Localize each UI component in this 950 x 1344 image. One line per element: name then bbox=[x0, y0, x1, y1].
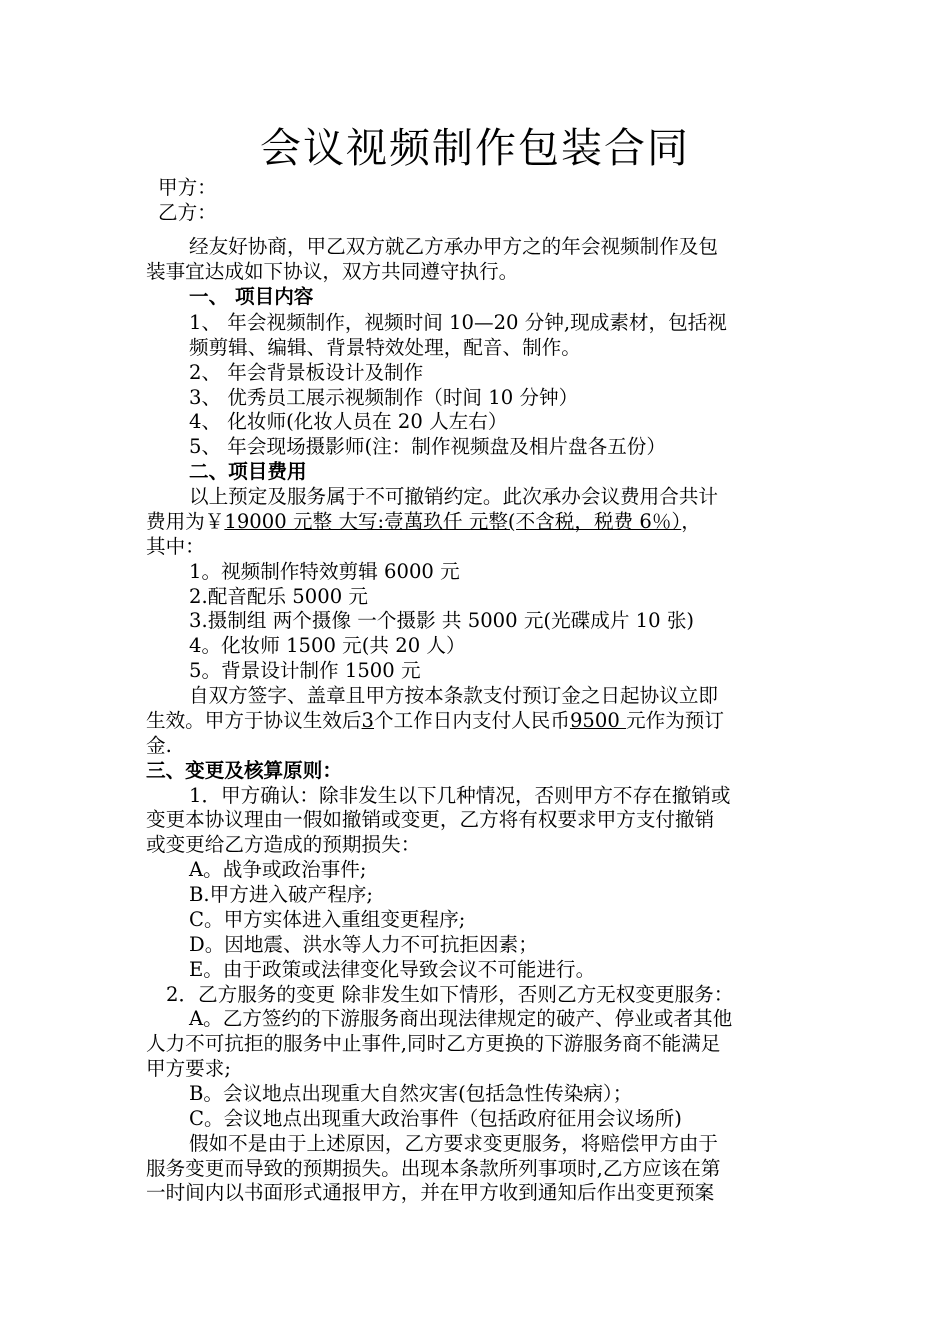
list-item: C。会议地点出现重大政治事件（包括政府征用会议场所) bbox=[189, 1107, 682, 1130]
fee-prefix: 费用为￥ bbox=[146, 510, 225, 533]
fee-item: 3.摄制组 两个摄像 一个摄影 共 5000 元(光碟成片 10 张) bbox=[189, 609, 695, 632]
fee-item: 1。视频制作特效剪辑 6000 元 bbox=[189, 560, 460, 583]
document-title: 会议视频制作包装合同 bbox=[260, 124, 690, 172]
intro-line: 经友好协商，甲乙双方就乙方承办甲方之的年会视频制作及包 bbox=[189, 235, 719, 258]
paragraph-line: 1．甲方确认：除非发生以下几种情况，否则甲方不存在撤销或 bbox=[189, 784, 731, 807]
project-item: 5、 年会现场摄影师(注：制作视频盘及相片盘各五份） bbox=[189, 435, 666, 458]
paragraph-line: 变更本协议理由一假如撤销或变更，乙方将有权要求甲方支付撤销 bbox=[146, 808, 715, 831]
party-b-label: 乙方： bbox=[158, 201, 217, 224]
effect-amount: 9500 bbox=[569, 709, 627, 732]
project-item: 2、 年会背景板设计及制作 bbox=[189, 361, 424, 384]
paragraph-line: 服务变更而导致的预期损失。出现本条款所列事项时,乙方应该在第 bbox=[146, 1157, 721, 1180]
list-item: E。由于政策或法律变化导致会议不可能进行。 bbox=[189, 958, 596, 981]
effect-days: 3 bbox=[361, 709, 374, 732]
paragraph-line: 2．乙方服务的变更 除非发生如下情形，否则乙方无权变更服务： bbox=[166, 983, 734, 1006]
project-item: 4、 化妆师(化妆人员在 20 人左右） bbox=[189, 410, 508, 433]
section-heading: 三、变更及核算原则： bbox=[146, 759, 342, 782]
list-item: B.甲方进入破产程序; bbox=[189, 883, 373, 906]
list-item: 人力不可抗拒的服务中止事件,同时乙方更换的下游服务商不能满足 bbox=[146, 1032, 721, 1055]
project-item: 3、 优秀员工展示视频制作（时间 10 分钟） bbox=[189, 386, 579, 409]
fee-suffix: ， bbox=[681, 510, 701, 533]
list-item: D。因地震、洪水等人力不可抗拒因素； bbox=[189, 933, 538, 956]
fee-line: 以上预定及服务属于不可撤销约定。此次承办会议费用合共计 bbox=[189, 485, 719, 508]
paragraph-line: 一时间内以书面形式通报甲方，并在甲方收到通知后作出变更预案 bbox=[146, 1181, 715, 1204]
paragraph-line: 假如不是由于上述原因，乙方要求变更服务，将赔偿甲方由于 bbox=[189, 1132, 719, 1155]
effect-line: 金. bbox=[146, 734, 172, 757]
effect-line: 自双方签字、盖章且甲方按本条款支付预订金之日起协议立即 bbox=[189, 684, 719, 707]
fee-total-line bbox=[146, 510, 816, 534]
effect-text: 元作为预订 bbox=[626, 709, 724, 732]
fee-item: 4。化妆师 1500 元(共 20 人） bbox=[189, 634, 466, 657]
project-item: 频剪辑、编辑、背景特效处理，配音、制作。 bbox=[189, 336, 581, 359]
fee-item: 2.配音配乐 5000 元 bbox=[189, 585, 368, 608]
effect-text: 个工作日内支付人民币 bbox=[374, 709, 570, 732]
fee-line: 其中： bbox=[146, 535, 205, 558]
list-item: A。乙方签约的下游服务商出现法律规定的破产、停业或者其他 bbox=[189, 1007, 733, 1030]
paragraph-line: 或变更给乙方造成的预期损失： bbox=[146, 833, 421, 856]
party-a-label: 甲方： bbox=[158, 176, 217, 199]
effect-line bbox=[146, 709, 816, 733]
intro-line: 装事宜达成如下协议，双方共同遵守执行。 bbox=[146, 260, 519, 283]
list-item: C。甲方实体进入重组变更程序; bbox=[189, 908, 466, 931]
project-item: 1、 年会视频制作，视频时间 10—20 分钟,现成素材，包括视 bbox=[189, 311, 727, 334]
fee-amount: 19000 元整 大写:壹萬玖仟 元整(不含税，税费 6％） bbox=[224, 510, 682, 533]
section-heading: 二、项目费用 bbox=[189, 460, 307, 483]
list-item: B。会议地点出现重大自然灾害(包括急性传染病）； bbox=[189, 1082, 633, 1105]
effect-text: 生效。甲方于协议生效后 bbox=[146, 709, 362, 732]
section-heading: 一、 项目内容 bbox=[189, 285, 314, 308]
list-item: 甲方要求; bbox=[146, 1057, 231, 1080]
fee-item: 5。背景设计制作 1500 元 bbox=[189, 659, 421, 682]
list-item: A。战争或政治事件; bbox=[189, 858, 367, 881]
